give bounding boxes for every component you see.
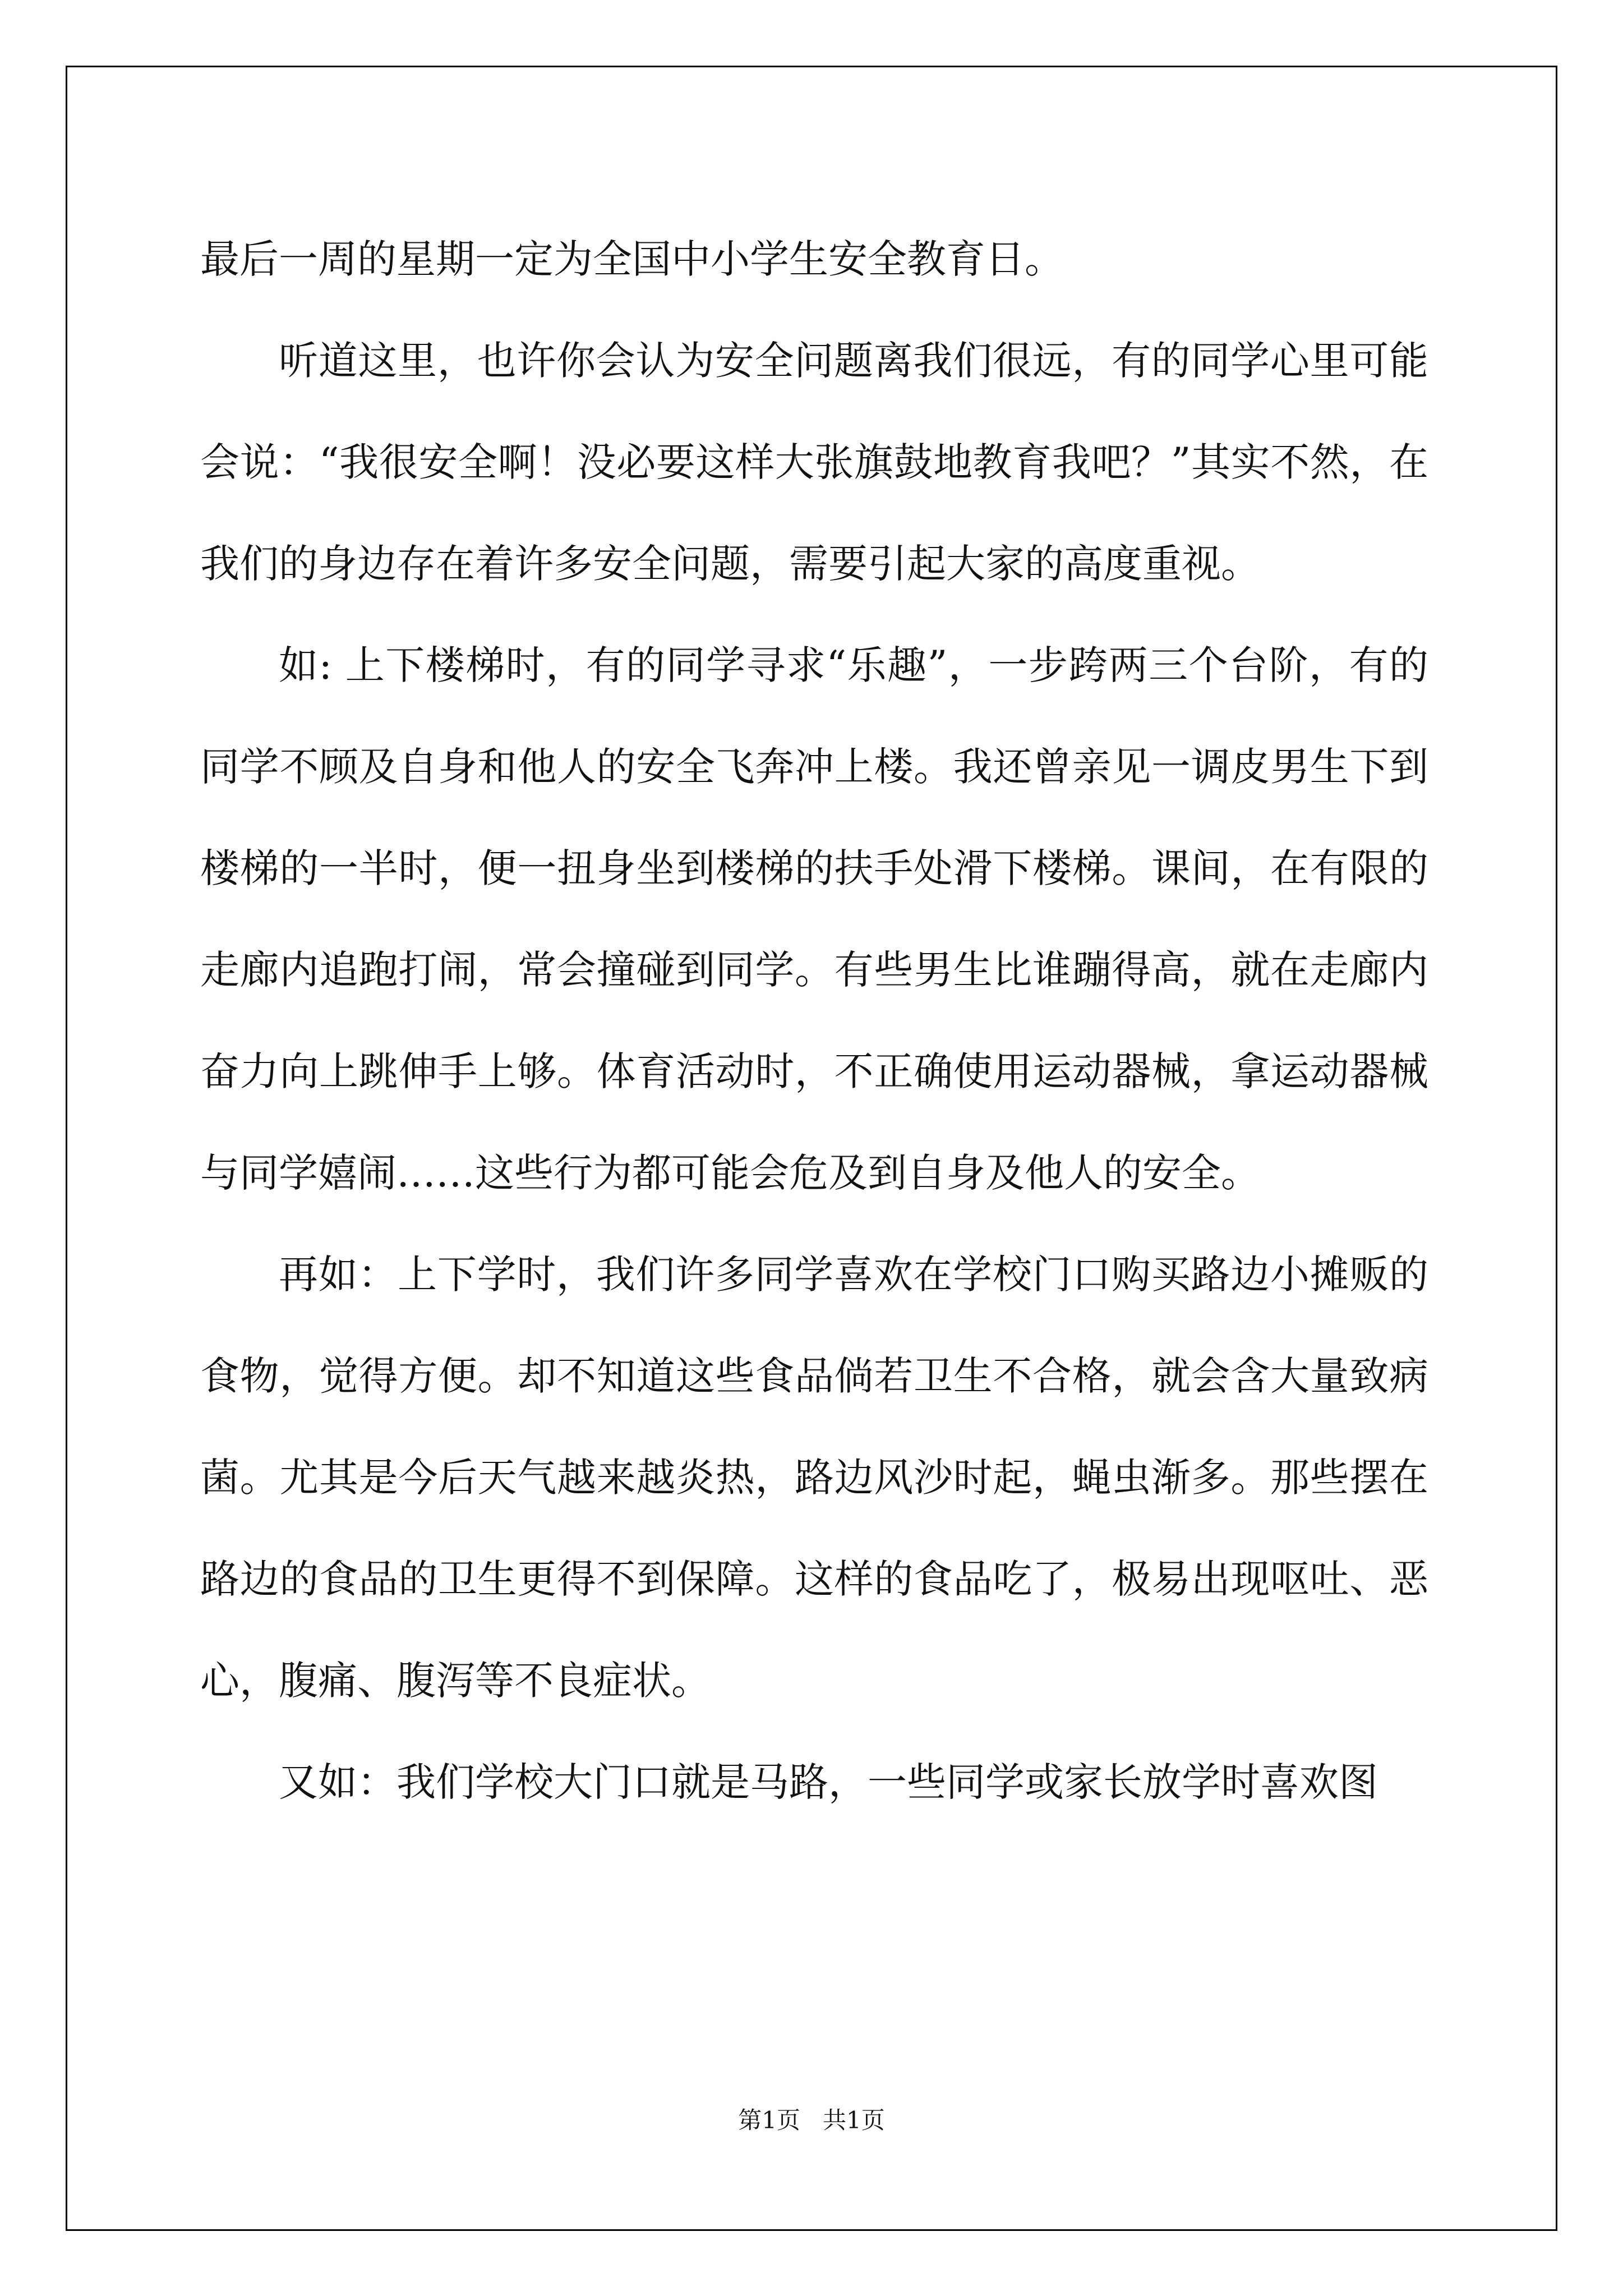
- document-body: [200, 209, 1428, 1833]
- paragraph-1: 最后一周的星期一定为全国中小学生安全教育日。: [200, 236, 1064, 282]
- page-footer: 第1页 共1页: [738, 2106, 885, 2134]
- paragraph-2: 听道这里，也许你会认为安全问题离我们很远，有的同学心里可能会说：“我很安全啊！没必要这样大张旗鼓地教育我吧？”其实不然，在我们的身边存在着许多安全问题，需要引起大家的高度重视。: [200, 338, 1428, 587]
- paragraph-3: 如: 上下楼梯时，有的同学寻求“乐趣”，一步跨两三个台阶，有的同学不顾及自身和他人的安全飞奔冲上楼。我还曾亲见一调皮男生下到楼梯的一半时，便一扭身坐到楼梯的扶手处滑下楼梯。课间，在有限的走廊内追跑打闹，常会撞碰到同学。有些男生比谁蹦得高，就在走廊内奋力向上跳伸手上够。体育活动时，不正确使用运动器械，拿运动器械与同学嬉闹……这些行为都可能会危及到自身及他人的安全。: [200, 642, 1428, 1196]
- paragraph-5: 又如：我们学校大门口就是马路，一些同学或家长放学时喜欢图: [279, 1759, 1378, 1805]
- paragraph-4: 再如：上下学时，我们许多同学喜欢在学校门口购买路边小摊贩的食物，觉得方便。却不知道这些食品倘若卫生不合格，就会含大量致病菌。尤其是今后天气越来越炎热，路边风沙时起，蝇虫渐多。那些摆在路边的食品的卫生更得不到保障。这样的食品吃了，极易出现呕吐、恶心，腹痛、腹泻等不良症状。: [200, 1251, 1428, 1704]
